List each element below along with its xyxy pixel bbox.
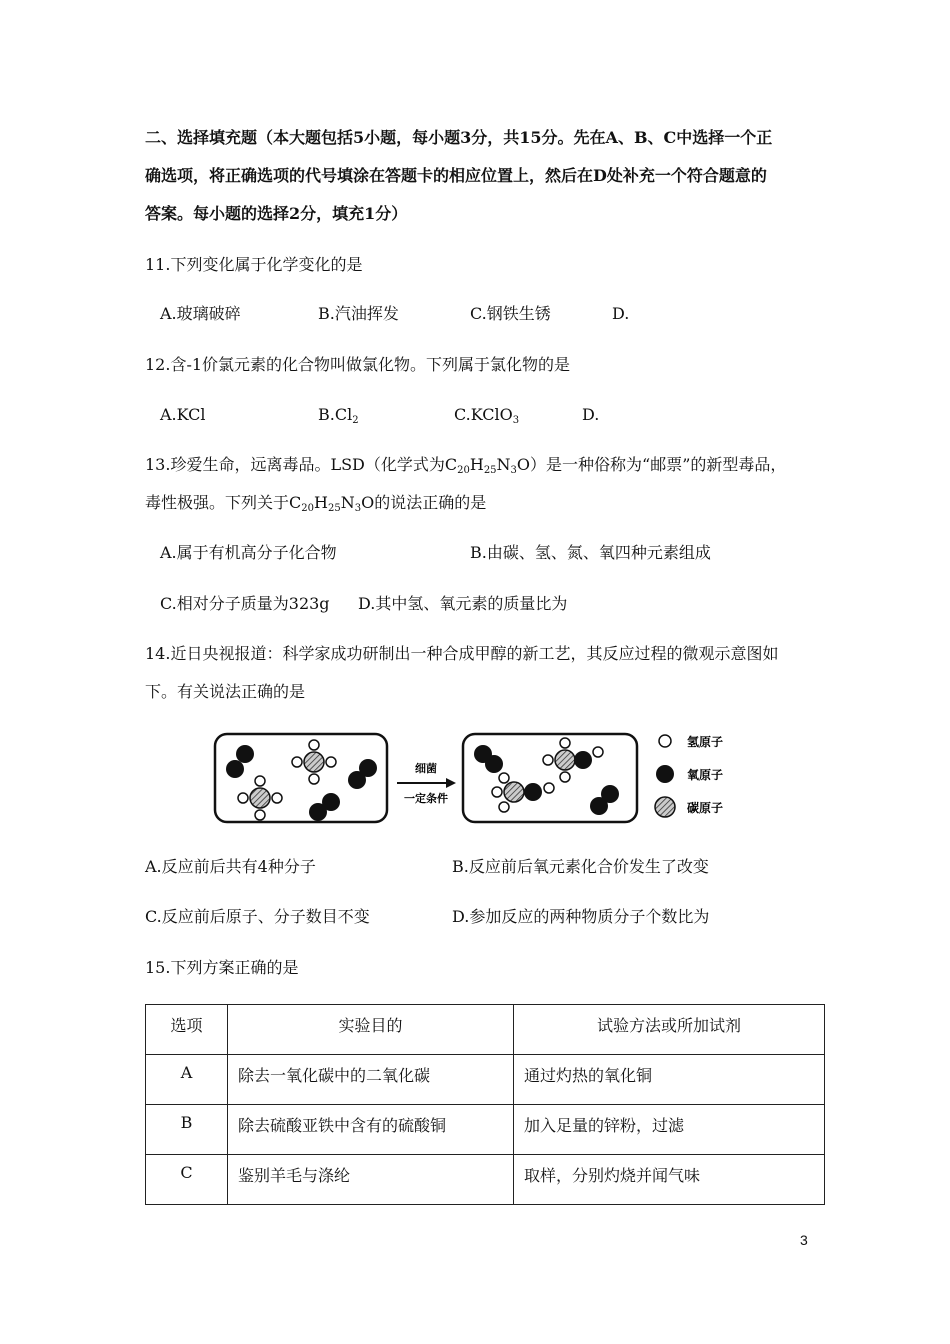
oxygen-atom bbox=[574, 751, 592, 769]
ch4-molecule bbox=[292, 740, 336, 784]
products-box bbox=[463, 734, 637, 822]
lsd-formula: $C_{20}H_{25}N_3O$ bbox=[289, 493, 375, 514]
table-cell: B bbox=[146, 1105, 228, 1155]
q12-option-d: D. bbox=[582, 405, 600, 424]
section-heading-line-1: 二、选择填充题（本大题包括5小题，每小题3分，共15分。先在A、B、C中选择一个正 bbox=[145, 128, 773, 147]
table-cell: 除去硫酸亚铁中含有的硫酸铜 bbox=[228, 1105, 514, 1155]
q11-option-d: D. bbox=[612, 304, 630, 323]
oxygen-atom bbox=[226, 760, 244, 778]
table-cell: 鉴别羊毛与涤纶 bbox=[228, 1155, 514, 1205]
legend-carbon-icon bbox=[655, 797, 675, 817]
q14-option-b: B.反应前后氧元素化合价发生了改变 bbox=[452, 857, 709, 876]
q12-option-a: A.KCl bbox=[160, 405, 206, 424]
table-row bbox=[146, 1155, 825, 1205]
table-cell: 取样，分别灼烧并闻气味 bbox=[514, 1155, 825, 1205]
hydrogen-atom bbox=[543, 755, 553, 765]
q11-option-c: C.钢铁生锈 bbox=[470, 304, 551, 323]
hydrogen-atom bbox=[272, 793, 282, 803]
q11-option-a: A.玻璃破碎 bbox=[160, 304, 241, 323]
table-cell: 除去一氧化碳中的二氧化碳 bbox=[228, 1055, 514, 1105]
q14-stem-line-2: 下。有关说法正确的是 bbox=[145, 682, 306, 701]
legend-hydrogen-icon bbox=[659, 735, 671, 747]
hydrogen-atom bbox=[309, 774, 319, 784]
q12-option-c: C.KClO$_3$ bbox=[454, 405, 520, 426]
lsd-formula: $C_{20}H_{25}N_3O$ bbox=[444, 455, 531, 476]
table-header-cell: 选项 bbox=[146, 1005, 228, 1055]
legend-oxygen-label: 氧原子 bbox=[687, 768, 724, 782]
hydrogen-atom bbox=[593, 747, 603, 757]
oxygen-atom bbox=[348, 771, 366, 789]
hydrogen-atom bbox=[560, 738, 570, 748]
q15-stem: 15.下列方案正确的是 bbox=[145, 958, 299, 977]
reaction-diagram bbox=[210, 722, 750, 832]
oxygen-atom bbox=[485, 755, 503, 773]
hydrogen-atom bbox=[499, 773, 509, 783]
hydrogen-atom bbox=[255, 810, 265, 820]
hydrogen-atom bbox=[326, 757, 336, 767]
table-header-cell: 实验目的 bbox=[228, 1005, 514, 1055]
table-cell: A bbox=[146, 1055, 228, 1105]
methanol-molecule bbox=[543, 738, 603, 782]
carbon-atom bbox=[250, 788, 270, 808]
table-cell: C bbox=[146, 1155, 228, 1205]
q14-option-a: A.反应前后共有4种分子 bbox=[145, 857, 316, 876]
hydrogen-atom bbox=[499, 802, 509, 812]
oxygen-atom bbox=[524, 783, 542, 801]
q13-option-b: B.由碳、氢、氮、氧四种元素组成 bbox=[470, 543, 711, 562]
q13-option-a: A.属于有机高分子化合物 bbox=[160, 543, 337, 562]
table-header-row bbox=[146, 1005, 825, 1055]
table-cell: 加入足量的锌粉，过滤 bbox=[514, 1105, 825, 1155]
hydrogen-atom bbox=[292, 757, 302, 767]
q14-stem-line-1: 14.近日央视报道：科学家成功研制出一种合成甲醇的新工艺，其反应过程的微观示意图如 bbox=[145, 644, 779, 663]
carbon-atom bbox=[504, 782, 524, 802]
oxygen-atom bbox=[590, 797, 608, 815]
q12-stem: 12.含-1价氯元素的化合物叫做氯化物。下列属于氯化物的是 bbox=[145, 355, 571, 374]
methanol-molecule bbox=[492, 773, 554, 812]
q13-option-d: D.其中氢、氧元素的质量比为 bbox=[358, 594, 568, 613]
table-header-cell: 试验方法或所加试剂 bbox=[514, 1005, 825, 1055]
hydrogen-atom bbox=[492, 787, 502, 797]
q14-option-d: D.参加反应的两种物质分子个数比为 bbox=[452, 907, 710, 926]
hydrogen-atom bbox=[255, 776, 265, 786]
legend-carbon-label: 碳原子 bbox=[687, 801, 724, 815]
q11-option-b: B.汽油挥发 bbox=[318, 304, 399, 323]
q15-table bbox=[145, 1004, 825, 1205]
q14-option-c: C.反应前后原子、分子数目不变 bbox=[145, 907, 370, 926]
section-heading-line-2: 确选项，将正确选项的代号填涂在答题卡的相应位置上，然后在D处补充一个符合题意的 bbox=[145, 166, 767, 185]
q13-stem-line-2: 毒性极强。下列关于$C_{20}H_{25}N_3O$的说法正确的是 bbox=[145, 493, 487, 514]
q13-stem-line-1: 13.珍爱生命，远离毒品。LSD（化学式为$C_{20}H_{25}N_3O$）是一种俗称为“邮票”的新型毒品， bbox=[145, 455, 787, 476]
hydrogen-atom bbox=[544, 783, 554, 793]
hydrogen-atom bbox=[309, 740, 319, 750]
reaction-arrow-head bbox=[446, 778, 456, 788]
ch4-molecule bbox=[238, 776, 282, 820]
arrow-label-top: 细菌 bbox=[415, 762, 437, 775]
legend-oxygen-icon bbox=[656, 765, 674, 783]
table-row bbox=[146, 1055, 825, 1105]
section-heading-line-3: 答案。每小题的选择2分，填充1分） bbox=[145, 204, 408, 223]
table-cell: 通过灼热的氧化铜 bbox=[514, 1055, 825, 1105]
carbon-atom bbox=[555, 750, 575, 770]
oxygen-atom bbox=[322, 793, 340, 811]
carbon-atom bbox=[304, 752, 324, 772]
hydrogen-atom bbox=[560, 772, 570, 782]
q12-option-b: $B.Cl_2$ bbox=[318, 405, 359, 426]
hydrogen-atom bbox=[238, 793, 248, 803]
oxygen-atom bbox=[236, 745, 254, 763]
arrow-label-bottom: 一定条件 bbox=[404, 792, 448, 805]
table-row bbox=[146, 1105, 825, 1155]
q13-option-c: C.相对分子质量为323g bbox=[160, 594, 330, 613]
page-number: 3 bbox=[800, 1232, 808, 1248]
q11-stem: 11.下列变化属于化学变化的是 bbox=[145, 255, 363, 274]
legend-hydrogen-label: 氢原子 bbox=[687, 735, 724, 749]
